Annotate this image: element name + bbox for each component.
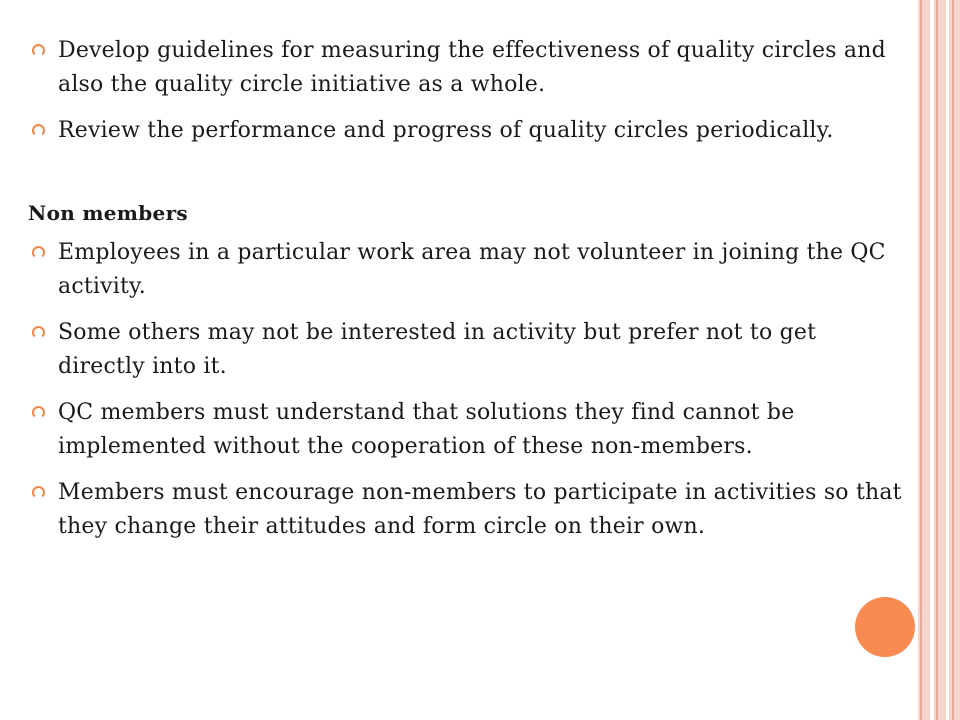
bullet-icon	[32, 44, 45, 57]
decorative-circle	[855, 597, 915, 657]
bullet-text: Review the performance and progress of quality circles periodically.	[58, 118, 834, 143]
top-bullet-list	[28, 34, 908, 148]
bullet-text: Employees in a particular work area may not volunteer in joining the QC activity.	[58, 240, 886, 299]
list-item	[28, 316, 908, 384]
bullet-icon	[32, 486, 45, 499]
bullet-icon	[32, 246, 45, 259]
section-heading: Non members	[28, 201, 188, 225]
list-item	[28, 396, 908, 464]
non-members-bullet-list	[28, 236, 908, 544]
bullet-icon	[32, 124, 45, 137]
bullet-text: Some others may not be interested in activity but prefer not to get directly into it.	[58, 320, 817, 379]
bullet-text: Develop guidelines for measuring the effectiveness of quality circles and also the quality circle initiative as a whole.	[58, 38, 886, 97]
bullet-icon	[32, 406, 45, 419]
decorative-stripe-gap	[946, 0, 949, 720]
bullet-icon	[32, 326, 45, 339]
decorative-stripe-line	[952, 0, 954, 720]
decorative-stripe-line	[920, 0, 922, 720]
decorative-stripe-line	[936, 0, 938, 720]
list-item	[28, 34, 908, 102]
bullet-text: QC members must understand that solutions they find cannot be implemented without the cooperation of these non-members.	[58, 400, 795, 459]
list-item	[28, 236, 908, 304]
slide-content	[28, 34, 908, 556]
decorative-stripe-gap	[930, 0, 934, 720]
bullet-text: Members must encourage non-members to participate in activities so that they change their attitudes and form circle on their own.	[58, 480, 902, 539]
list-item	[28, 476, 908, 544]
list-item	[28, 114, 908, 148]
